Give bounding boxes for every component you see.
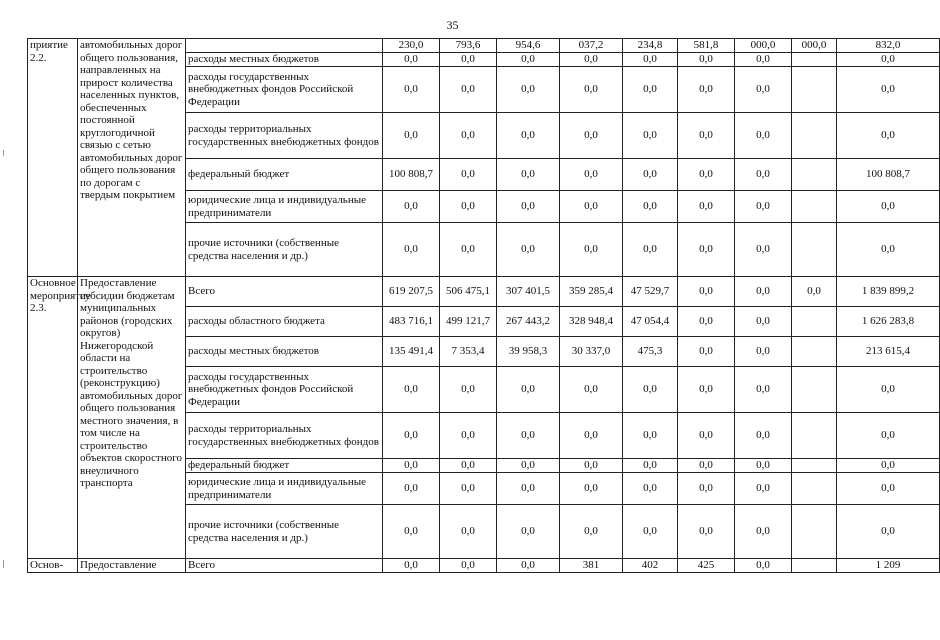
value-cell: 230,0 — [383, 39, 440, 53]
value-cell: 0,0 — [735, 113, 792, 159]
value-cell: 359 285,4 — [560, 277, 623, 307]
value-cell: 0,0 — [678, 459, 735, 473]
total-cell: 0,0 — [837, 505, 940, 559]
value-cell: 39 958,3 — [497, 337, 560, 367]
value-cell: 0,0 — [497, 113, 560, 159]
value-cell: 475,3 — [623, 337, 678, 367]
value-cell: 0,0 — [735, 159, 792, 191]
value-cell: 499 121,7 — [440, 307, 497, 337]
value-cell: 0,0 — [735, 413, 792, 459]
value-cell: 0,0 — [735, 53, 792, 67]
scan-artifact — [3, 560, 4, 568]
value-cell: 619 207,5 — [383, 277, 440, 307]
total-cell: 0,0 — [837, 473, 940, 505]
value-cell: 0,0 — [623, 367, 678, 413]
value-cell: 0,0 — [383, 223, 440, 277]
value-cell — [792, 413, 837, 459]
value-cell: 0,0 — [560, 113, 623, 159]
value-cell: 0,0 — [383, 505, 440, 559]
value-cell: 0,0 — [735, 459, 792, 473]
value-cell: 0,0 — [623, 473, 678, 505]
value-cell: 328 948,4 — [560, 307, 623, 337]
total-cell: 0,0 — [837, 191, 940, 223]
value-cell — [792, 113, 837, 159]
value-cell — [792, 337, 837, 367]
value-cell — [792, 191, 837, 223]
total-cell: 832,0 — [837, 39, 940, 53]
value-cell: 0,0 — [560, 413, 623, 459]
funding-source-cell: расходы местных бюджетов — [186, 337, 383, 367]
funding-source-cell: прочие источники (собственные средства населения и др.) — [186, 505, 383, 559]
value-cell: 0,0 — [383, 413, 440, 459]
total-cell: 1 626 283,8 — [837, 307, 940, 337]
total-cell: 213 615,4 — [837, 337, 940, 367]
funding-source-cell: расходы государственных внебюджетных фондов Российской Федерации — [186, 367, 383, 413]
total-cell: 0,0 — [837, 413, 940, 459]
value-cell: 425 — [678, 559, 735, 573]
value-cell: 0,0 — [623, 159, 678, 191]
value-cell: 0,0 — [623, 505, 678, 559]
funding-source-cell: расходы территориальных государственных внебюджетных фондов — [186, 413, 383, 459]
value-cell: 0,0 — [440, 367, 497, 413]
value-cell: 0,0 — [678, 413, 735, 459]
value-cell — [792, 53, 837, 67]
value-cell: 307 401,5 — [497, 277, 560, 307]
value-cell: 0,0 — [678, 159, 735, 191]
value-cell: 0,0 — [383, 559, 440, 573]
value-cell: 234,8 — [623, 39, 678, 53]
value-cell: 000,0 — [735, 39, 792, 53]
table-row — [28, 277, 940, 307]
total-cell: 0,0 — [837, 67, 940, 113]
funding-source-cell: расходы областного бюджета — [186, 307, 383, 337]
value-cell: 0,0 — [623, 459, 678, 473]
value-cell: 0,0 — [678, 277, 735, 307]
value-cell: 0,0 — [440, 459, 497, 473]
value-cell — [792, 223, 837, 277]
value-cell: 0,0 — [678, 191, 735, 223]
value-cell: 0,0 — [383, 459, 440, 473]
value-cell: 0,0 — [735, 191, 792, 223]
scan-artifact — [3, 150, 4, 156]
value-cell: 0,0 — [440, 113, 497, 159]
total-cell: 100 808,7 — [837, 159, 940, 191]
value-cell: 793,6 — [440, 39, 497, 53]
page-number: 35 — [446, 18, 459, 32]
funding-source-cell: юридические лица и индивидуальные предприниматели — [186, 473, 383, 505]
value-cell: 0,0 — [383, 191, 440, 223]
budget-table — [27, 38, 940, 573]
value-cell — [792, 307, 837, 337]
total-cell: 1 839 899,2 — [837, 277, 940, 307]
value-cell: 0,0 — [440, 223, 497, 277]
value-cell: 0,0 — [497, 191, 560, 223]
value-cell: 135 491,4 — [383, 337, 440, 367]
funding-source-cell: федеральный бюджет — [186, 459, 383, 473]
value-cell: 0,0 — [735, 473, 792, 505]
value-cell: 0,0 — [497, 67, 560, 113]
value-cell: 0,0 — [560, 473, 623, 505]
value-cell: 581,8 — [678, 39, 735, 53]
value-cell: 0,0 — [497, 223, 560, 277]
value-cell: 0,0 — [735, 559, 792, 573]
table-row — [28, 39, 940, 53]
value-cell — [792, 505, 837, 559]
value-cell: 30 337,0 — [560, 337, 623, 367]
event-cell: Основное мероприятие 2.3. — [28, 277, 78, 559]
value-cell: 000,0 — [792, 39, 837, 53]
value-cell: 0,0 — [497, 413, 560, 459]
funding-source-cell: юридические лица и индивидуальные предприниматели — [186, 191, 383, 223]
value-cell: 47 529,7 — [623, 277, 678, 307]
value-cell: 954,6 — [497, 39, 560, 53]
value-cell: 0,0 — [497, 459, 560, 473]
funding-source-cell — [186, 39, 383, 53]
value-cell: 0,0 — [440, 473, 497, 505]
value-cell: 0,0 — [678, 337, 735, 367]
value-cell: 0,0 — [678, 53, 735, 67]
value-cell: 0,0 — [735, 223, 792, 277]
value-cell: 0,0 — [623, 67, 678, 113]
value-cell: 100 808,7 — [383, 159, 440, 191]
value-cell: 0,0 — [560, 459, 623, 473]
value-cell: 0,0 — [735, 67, 792, 113]
total-cell: 0,0 — [837, 53, 940, 67]
value-cell: 0,0 — [678, 223, 735, 277]
value-cell: 0,0 — [497, 505, 560, 559]
total-cell: 0,0 — [837, 223, 940, 277]
value-cell: 506 475,1 — [440, 277, 497, 307]
value-cell: 0,0 — [383, 367, 440, 413]
value-cell: 7 353,4 — [440, 337, 497, 367]
value-cell: 0,0 — [735, 367, 792, 413]
value-cell: 0,0 — [678, 473, 735, 505]
description-cell: Предоставление субсидии бюджетам муниципальных районов (городских округов) Нижегородской области на строительство (реконструкцию) автомобильных дорог общего пользования местного значения, в том числе на строительство объектов скоростного внеуличного транспорта — [78, 277, 186, 559]
funding-source-cell: федеральный бюджет — [186, 159, 383, 191]
value-cell: 0,0 — [623, 413, 678, 459]
value-cell: 0,0 — [383, 113, 440, 159]
value-cell: 0,0 — [383, 67, 440, 113]
value-cell: 0,0 — [440, 53, 497, 67]
value-cell: 483 716,1 — [383, 307, 440, 337]
value-cell: 0,0 — [383, 53, 440, 67]
value-cell: 381 — [560, 559, 623, 573]
value-cell — [792, 67, 837, 113]
total-cell: 0,0 — [837, 113, 940, 159]
funding-source-cell: Всего — [186, 277, 383, 307]
value-cell: 0,0 — [440, 191, 497, 223]
total-cell: 0,0 — [837, 367, 940, 413]
value-cell: 0,0 — [497, 367, 560, 413]
value-cell: 0,0 — [440, 159, 497, 191]
value-cell: 0,0 — [440, 67, 497, 113]
value-cell: 0,0 — [623, 113, 678, 159]
value-cell: 0,0 — [560, 53, 623, 67]
value-cell: 0,0 — [383, 473, 440, 505]
value-cell: 0,0 — [497, 159, 560, 191]
value-cell: 0,0 — [735, 505, 792, 559]
value-cell: 267 443,2 — [497, 307, 560, 337]
value-cell — [792, 159, 837, 191]
value-cell: 0,0 — [678, 307, 735, 337]
value-cell: 47 054,4 — [623, 307, 678, 337]
total-cell: 1 209 — [837, 559, 940, 573]
value-cell: 0,0 — [560, 505, 623, 559]
value-cell: 0,0 — [623, 53, 678, 67]
value-cell: 037,2 — [560, 39, 623, 53]
funding-source-cell: расходы государственных внебюджетных фондов Российской Федерации — [186, 67, 383, 113]
value-cell: 0,0 — [560, 67, 623, 113]
value-cell: 0,0 — [497, 53, 560, 67]
value-cell: 0,0 — [497, 473, 560, 505]
value-cell: 0,0 — [560, 159, 623, 191]
value-cell — [792, 367, 837, 413]
value-cell — [792, 459, 837, 473]
value-cell: 0,0 — [497, 559, 560, 573]
value-cell: 0,0 — [678, 505, 735, 559]
value-cell — [792, 473, 837, 505]
value-cell — [792, 559, 837, 573]
value-cell: 0,0 — [678, 367, 735, 413]
event-cell: Основ- — [28, 559, 78, 573]
value-cell: 0,0 — [560, 223, 623, 277]
value-cell: 0,0 — [440, 413, 497, 459]
event-cell: приятие 2.2. — [28, 39, 78, 277]
value-cell: 0,0 — [735, 307, 792, 337]
value-cell: 0,0 — [440, 559, 497, 573]
description-cell: автомобильных дорог общего пользования, направленных на прирост количества населенных пунктов, обеспеченных постоянной круглогодичной связью с сетью автомобильных дорог общего пользования по дорогам с твердым покрытием — [78, 39, 186, 277]
funding-source-cell: прочие источники (собственные средства населения и др.) — [186, 223, 383, 277]
value-cell: 402 — [623, 559, 678, 573]
table-row — [28, 559, 940, 573]
value-cell: 0,0 — [560, 367, 623, 413]
value-cell: 0,0 — [560, 191, 623, 223]
value-cell: 0,0 — [623, 223, 678, 277]
value-cell: 0,0 — [440, 505, 497, 559]
value-cell: 0,0 — [735, 337, 792, 367]
funding-source-cell: Всего — [186, 559, 383, 573]
value-cell: 0,0 — [623, 191, 678, 223]
value-cell: 0,0 — [678, 67, 735, 113]
funding-source-cell: расходы территориальных государственных внебюджетных фондов — [186, 113, 383, 159]
funding-source-cell: расходы местных бюджетов — [186, 53, 383, 67]
total-cell: 0,0 — [837, 459, 940, 473]
value-cell: 0,0 — [735, 277, 792, 307]
value-cell: 0,0 — [678, 113, 735, 159]
value-cell: 0,0 — [792, 277, 837, 307]
description-cell: Предоставление — [78, 559, 186, 573]
